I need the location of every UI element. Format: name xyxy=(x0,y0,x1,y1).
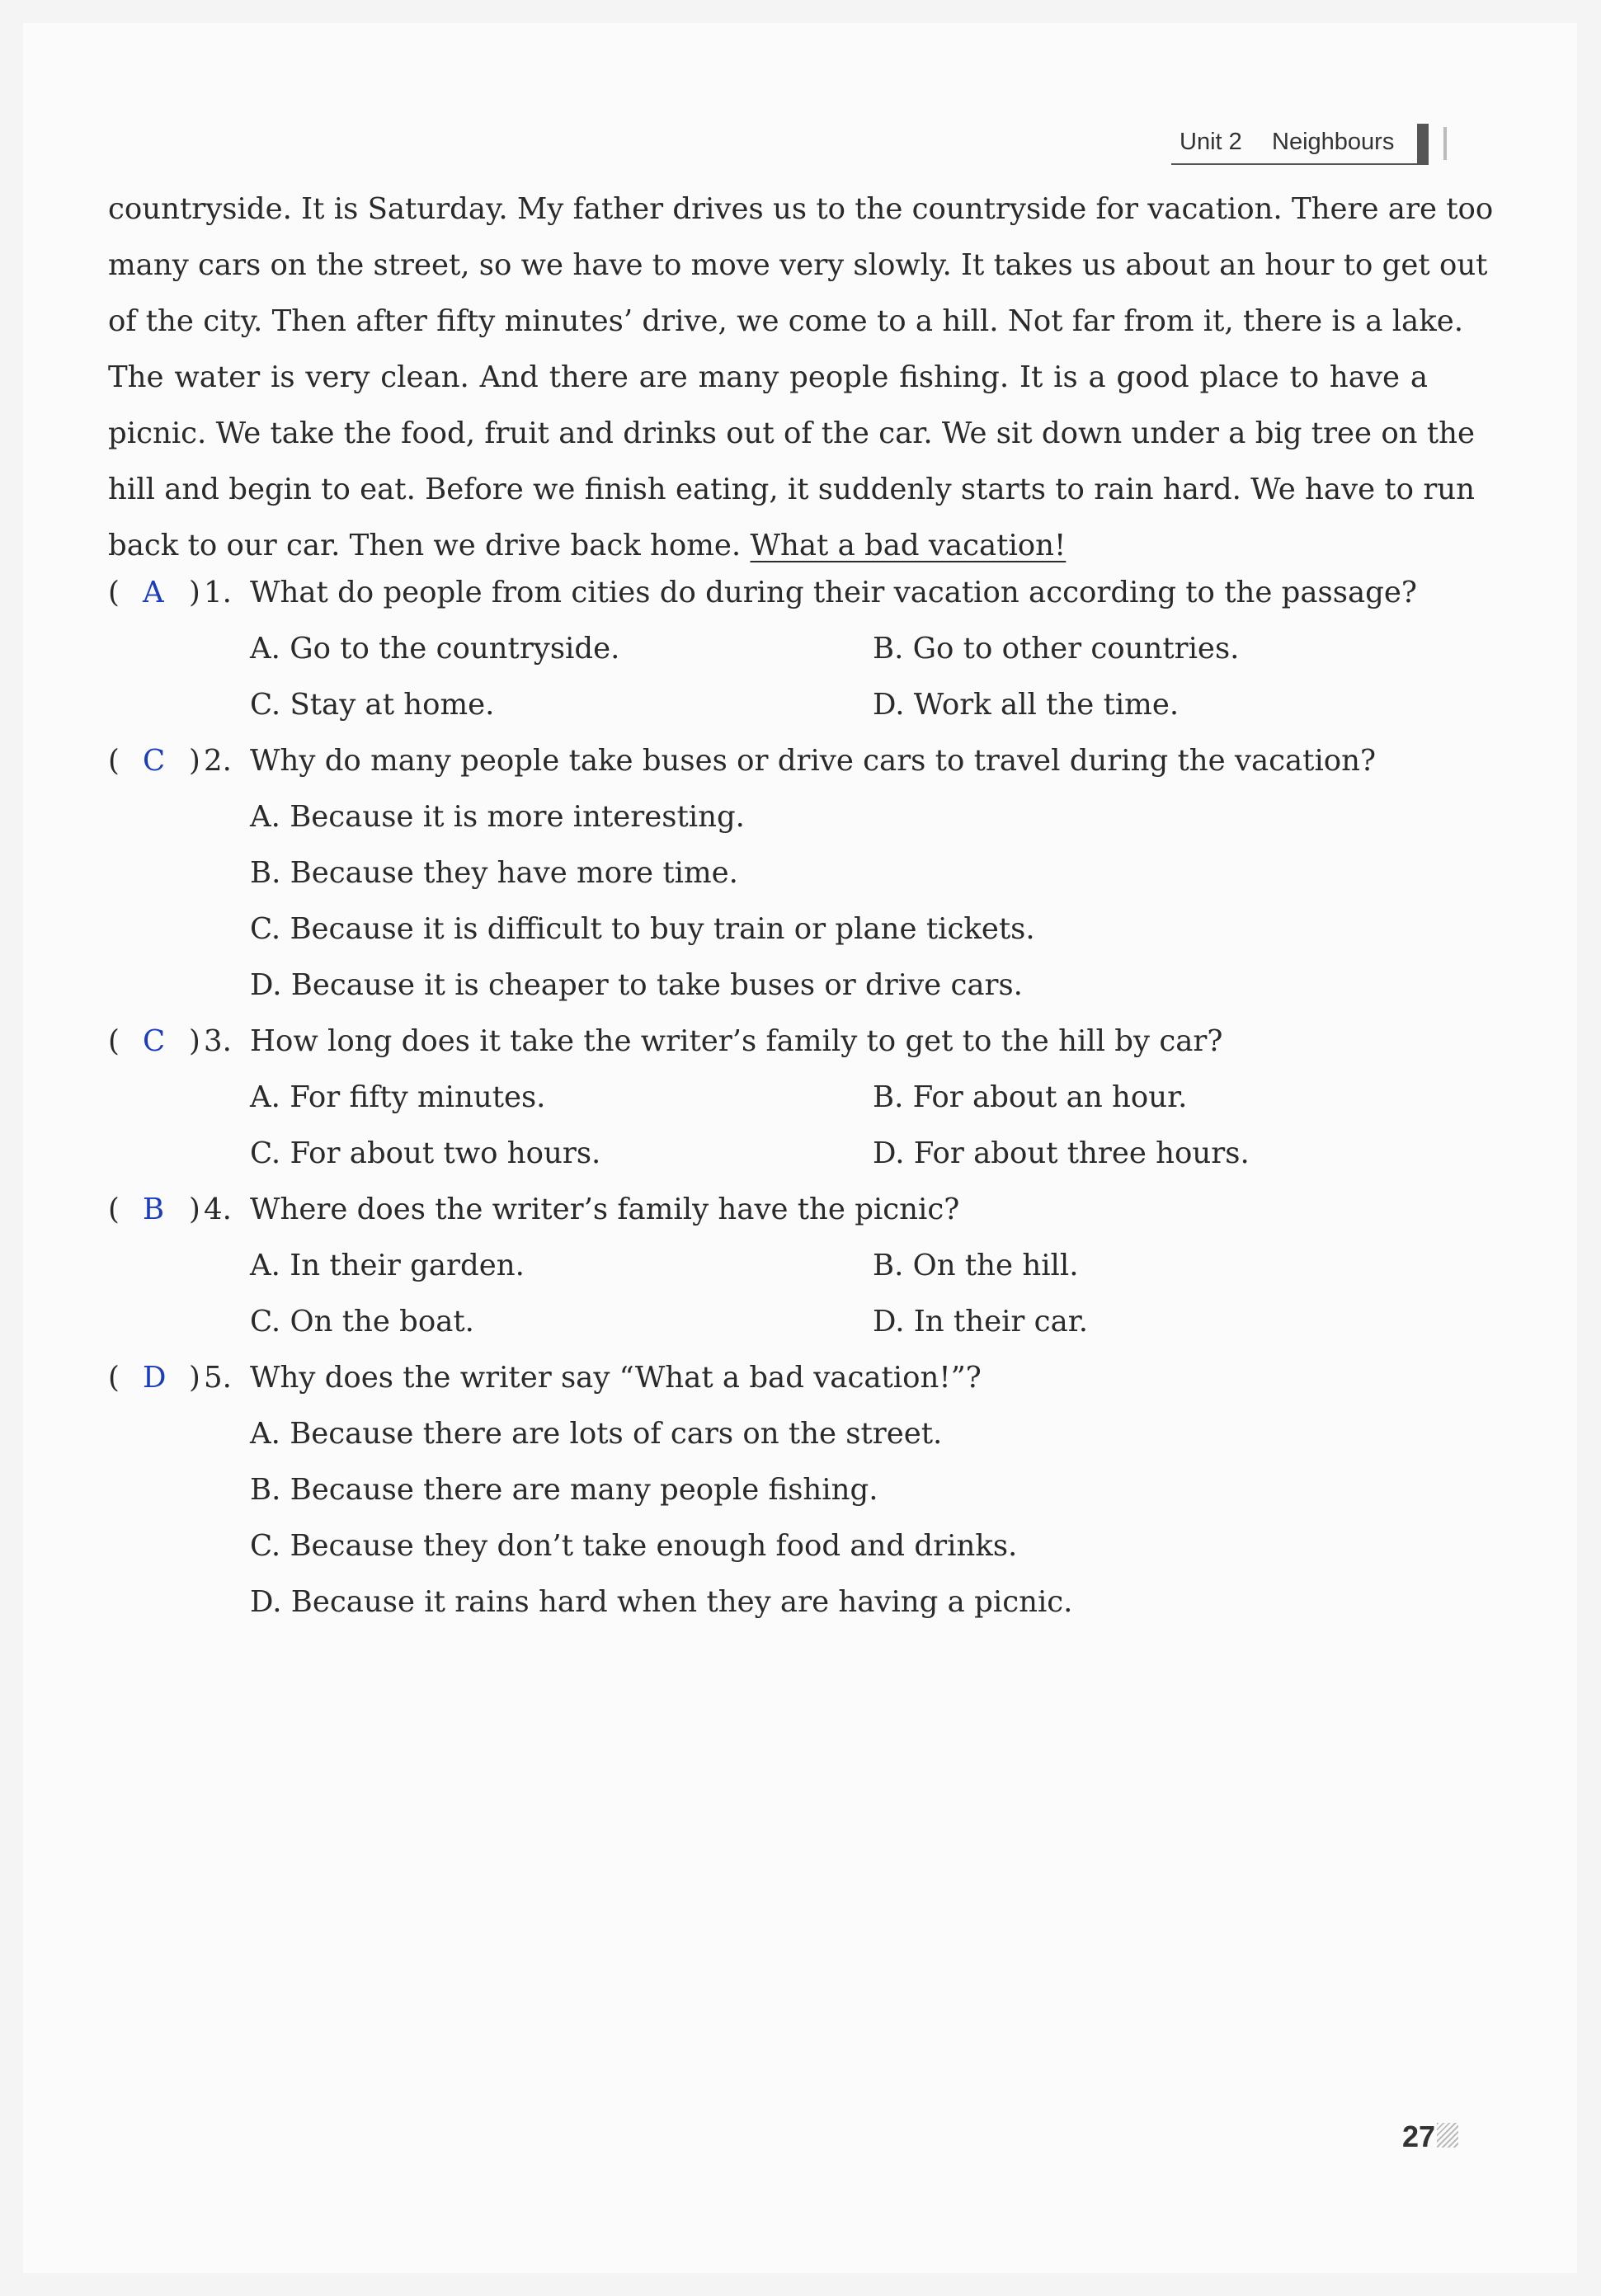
answer-5: D xyxy=(143,1361,167,1395)
option-1c: C. Stay at home. xyxy=(250,688,495,722)
option-4c: C. On the boat. xyxy=(250,1305,474,1339)
unit-title: Neighbours xyxy=(1272,129,1395,155)
question-number: 1. xyxy=(204,576,232,609)
reading-passage xyxy=(108,181,1494,574)
passage-line: The water is very clean. And there are many people fishing. It is a good place to have a xyxy=(108,360,1428,394)
answer-4: B xyxy=(143,1193,165,1226)
option-5a: A. Because there are lots of cars on the street. xyxy=(250,1417,943,1451)
unit-label: Unit 2 xyxy=(1180,129,1242,155)
paren-close: ) xyxy=(189,1193,200,1226)
passage-line: many cars on the street, so we have to move very slowly. It takes us about an hour to get out xyxy=(108,248,1488,282)
option-2a: A. Because it is more interesting. xyxy=(250,800,745,834)
option-5c: C. Because they don’t take enough food and drinks. xyxy=(250,1529,1018,1563)
option-2d: D. Because it is cheaper to take buses or drive cars. xyxy=(250,968,1023,1002)
page-number: 27 xyxy=(1402,2120,1436,2153)
passage-line: countryside. It is Saturday. My father drives us to the countryside for vacation. There are too xyxy=(108,192,1494,226)
paren-close: ) xyxy=(189,744,200,778)
option-3a: A. For fifty minutes. xyxy=(250,1080,546,1114)
answer-3: C xyxy=(143,1024,166,1058)
option-3c: C. For about two hours. xyxy=(250,1136,601,1170)
option-5b: B. Because there are many people fishing. xyxy=(250,1473,878,1507)
question-text: How long does it take the writer’s family to get to the hill by car? xyxy=(250,1024,1223,1058)
option-2b: B. Because they have more time. xyxy=(250,856,738,890)
option-4d: D. In their car. xyxy=(873,1305,1089,1339)
question-number: 2. xyxy=(204,744,232,778)
question-text: What do people from cities do during their vacation according to the passage? xyxy=(250,576,1417,609)
page-number-decoration xyxy=(1437,2123,1458,2148)
header-bar xyxy=(1417,124,1429,163)
paren-close: ) xyxy=(189,1361,200,1395)
paren-close: ) xyxy=(189,1024,200,1058)
underlined-sentence: What a bad vacation! xyxy=(750,529,1067,562)
passage-last-line xyxy=(108,518,1428,574)
option-1d: D. Work all the time. xyxy=(873,688,1180,722)
option-4a: A. In their garden. xyxy=(250,1249,525,1282)
option-3d: D. For about three hours. xyxy=(873,1136,1250,1170)
question-text: Why does the writer say “What a bad vacation!”? xyxy=(250,1361,982,1395)
header-bar-light xyxy=(1443,127,1447,160)
paren-open: ( xyxy=(108,1193,120,1226)
question-text: Why do many people take buses or drive cars to travel during the vacation? xyxy=(250,744,1377,778)
paren-open: ( xyxy=(108,1361,120,1395)
answer-2: C xyxy=(143,744,166,778)
paren-open: ( xyxy=(108,576,120,609)
question-number: 3. xyxy=(204,1024,232,1058)
question-number: 5. xyxy=(204,1361,232,1395)
answer-1: A xyxy=(143,576,164,609)
option-5d: D. Because it rains hard when they are having a picnic. xyxy=(250,1585,1073,1619)
paren-open: ( xyxy=(108,1024,120,1058)
passage-line: hill and begin to eat. Before we finish eating, it suddenly starts to rain hard. We have to run xyxy=(108,473,1476,506)
paren-open: ( xyxy=(108,744,120,778)
passage-line: picnic. We take the food, fruit and drinks out of the car. We sit down under a big tree on the xyxy=(108,416,1475,450)
question-text: Where does the writer’s family have the picnic? xyxy=(250,1193,960,1226)
option-1a: A. Go to the countryside. xyxy=(250,632,620,666)
option-2c: C. Because it is difficult to buy train or plane tickets. xyxy=(250,912,1035,946)
option-3b: B. For about an hour. xyxy=(873,1080,1188,1114)
paren-close: ) xyxy=(189,576,200,609)
question-number: 4. xyxy=(204,1193,232,1226)
page-header xyxy=(1171,124,1429,165)
passage-line-start: back to our car. Then we drive back home. xyxy=(108,529,751,562)
option-1b: B. Go to other countries. xyxy=(873,632,1240,666)
passage-line: of the city. Then after fifty minutes’ drive, we come to a hill. Not far from it, there is a lake. xyxy=(108,304,1464,338)
option-4b: B. On the hill. xyxy=(873,1249,1079,1282)
